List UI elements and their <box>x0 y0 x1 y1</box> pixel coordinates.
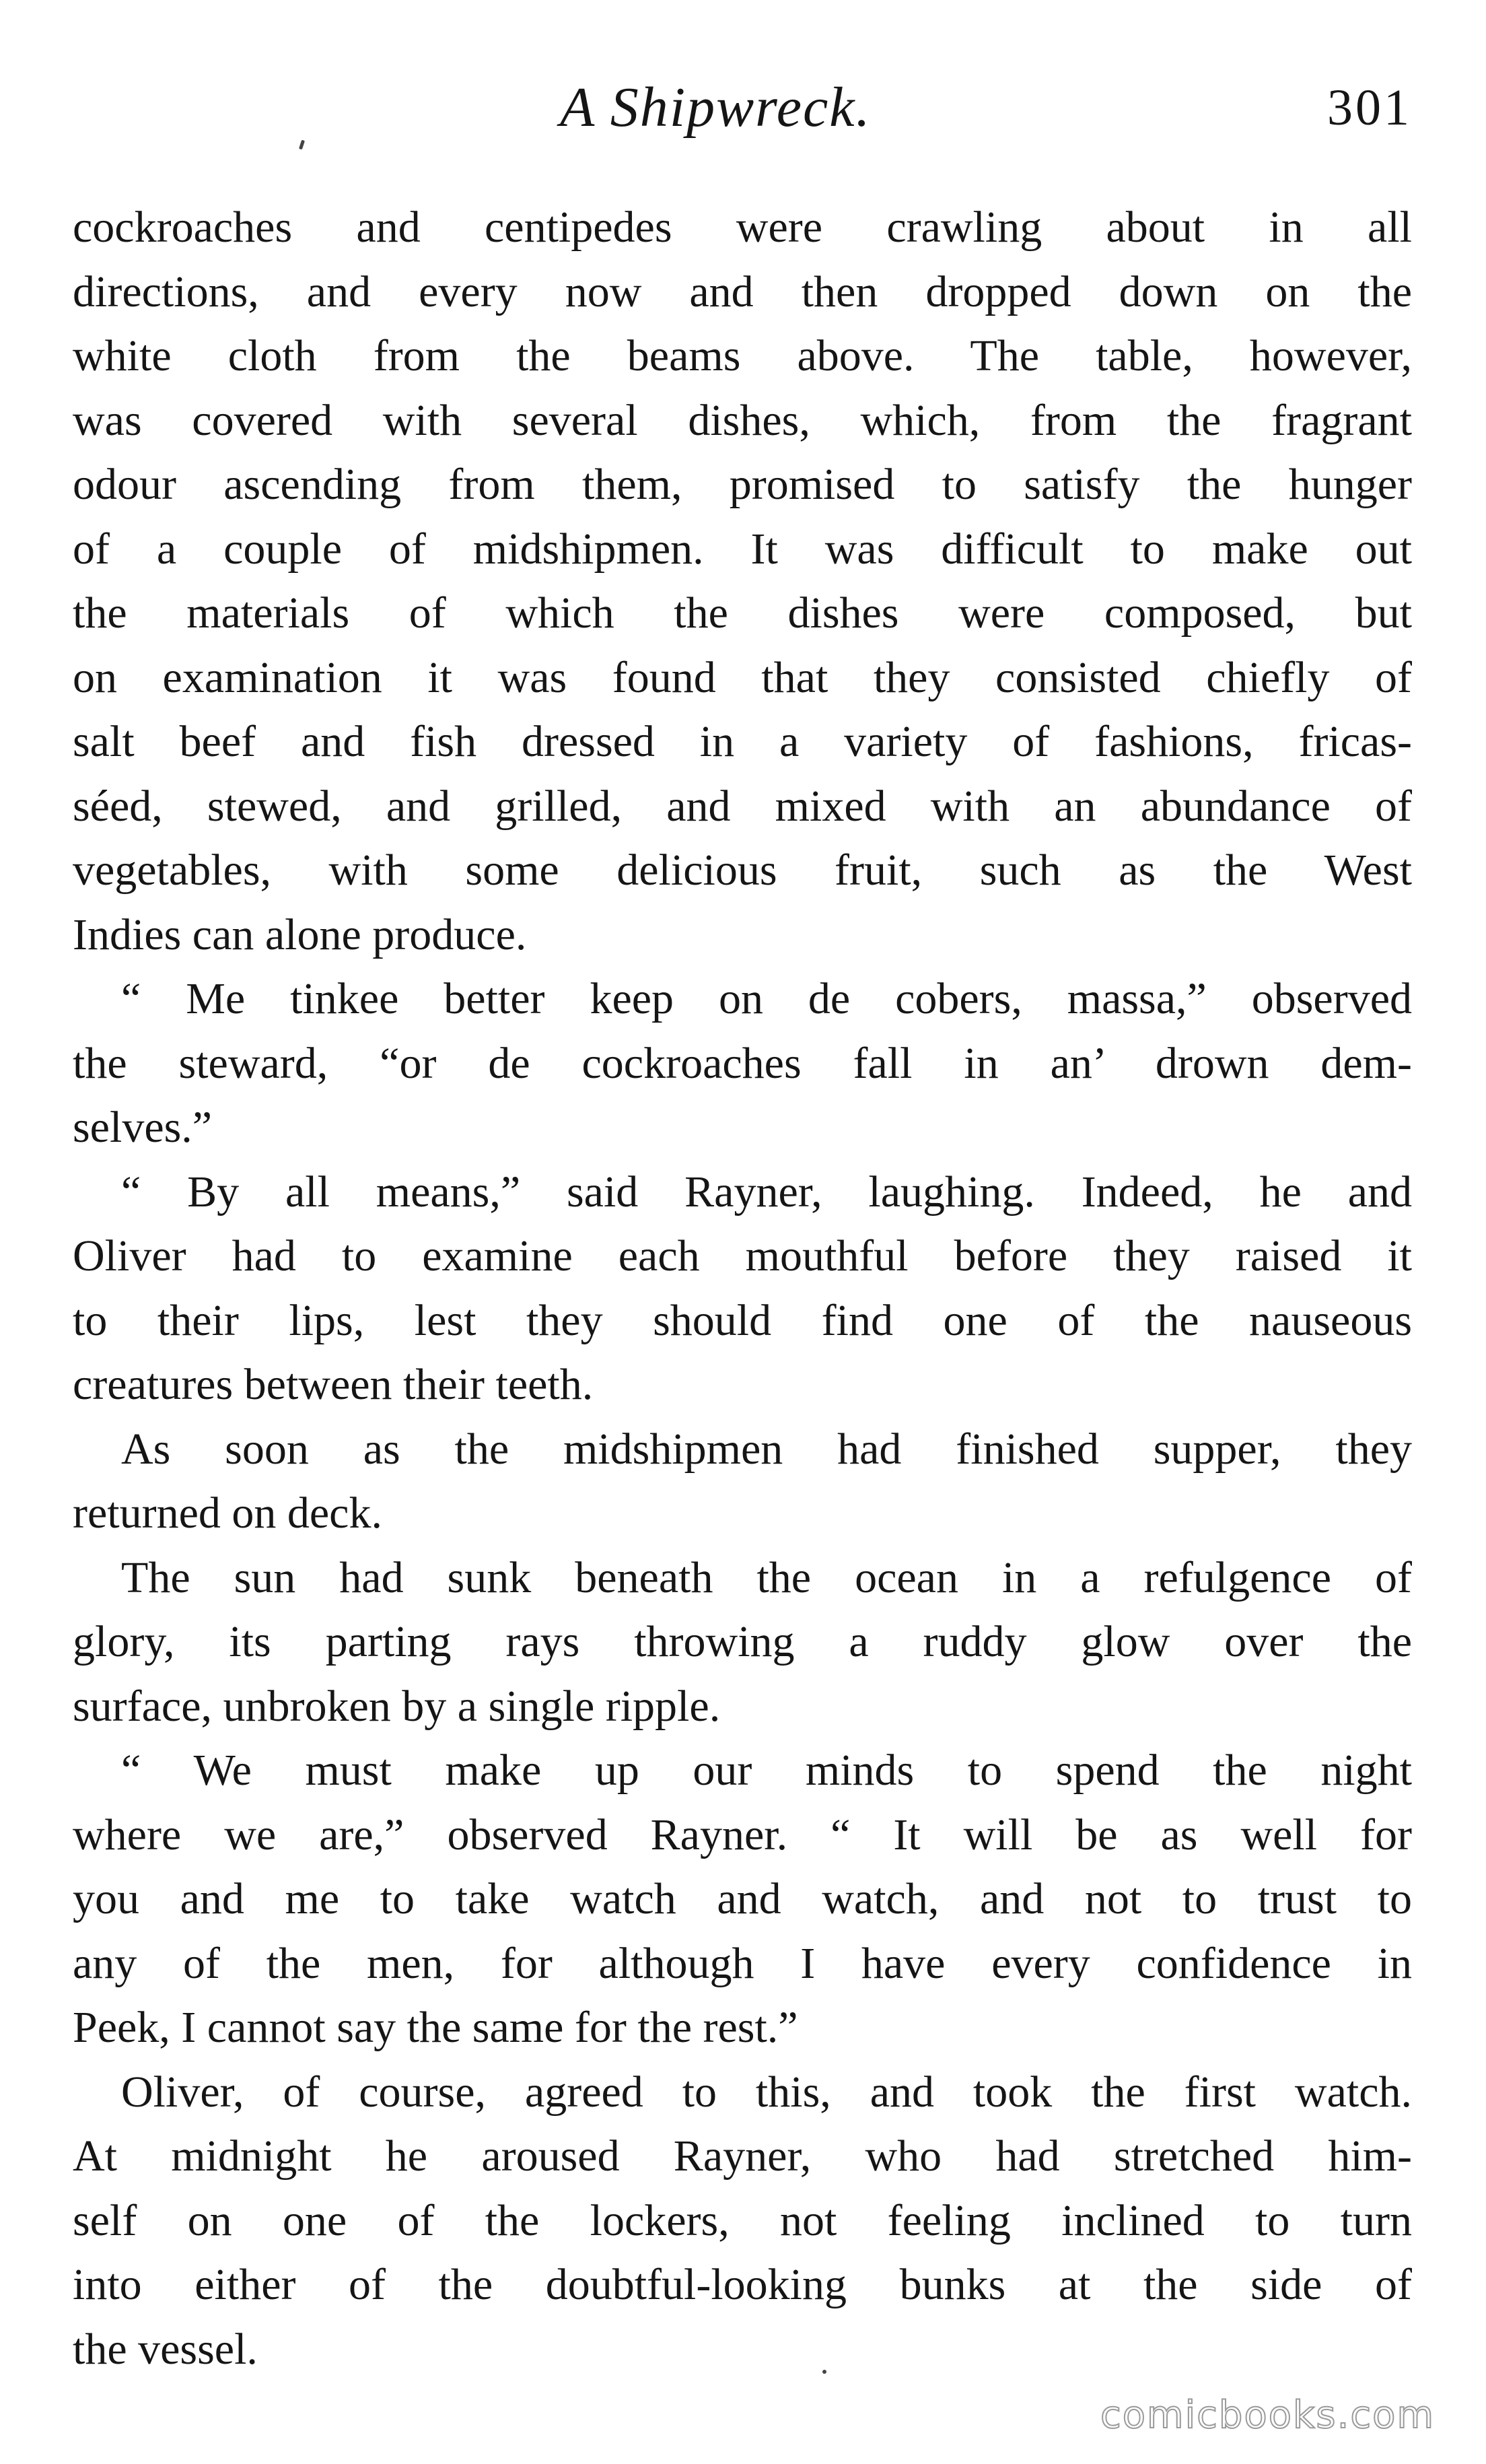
running-head <box>0 67 1486 148</box>
text-line: the materials of which the dishes were composed, but <box>73 588 1412 638</box>
text-line: séed, stewed, and grilled, and mixed with an abundance of <box>73 781 1412 831</box>
text-line: where we are,” observed Rayner. “ It will be as well for <box>73 1810 1412 1859</box>
text-line: white cloth from the beams above. The table, however, <box>73 331 1412 380</box>
text-line: “ By all means,” said Rayner, laughing. Indeed, he and <box>121 1167 1412 1217</box>
text-line: Indies can alone produce. <box>73 910 527 959</box>
text-line: directions, and every now and then dropped down on the <box>73 267 1412 316</box>
text-line: surface, unbroken by a single ripple. <box>73 1681 721 1731</box>
text-line: glory, its parting rays throwing a ruddy glow over the <box>73 1617 1412 1666</box>
page-number: 301 <box>1327 79 1412 136</box>
text-line: selves.” <box>73 1103 213 1152</box>
text-line: of a couple of midshipmen. It was difficult to make out <box>73 524 1412 574</box>
text-line: cockroaches and centipedes were crawling about in all <box>73 203 1412 252</box>
text-line: “ Me tinkee better keep on de cobers, massa,” observed <box>121 974 1412 1023</box>
text-line: Oliver, of course, agreed to this, and took the first watch. <box>121 2067 1412 2117</box>
text-line: Peek, I cannot say the same for the rest.” <box>73 2003 798 2052</box>
text-line: salt beef and fish dressed in a variety of fashions, fricas- <box>73 717 1412 766</box>
text-line: The sun had sunk beneath the ocean in a refulgence of <box>121 1552 1412 1602</box>
text-line: odour ascending from them, promised to satisfy the hunger <box>73 460 1412 509</box>
text-line: into either of the doubtful-looking bunks at the side of <box>73 2260 1412 2309</box>
ink-speck <box>822 2370 826 2374</box>
text-line: As soon as the midshipmen had finished supper, they <box>121 1424 1412 1474</box>
body-text <box>73 195 1412 2381</box>
text-line: you and me to take watch and watch, and not to trust to <box>73 1874 1412 1923</box>
text-line: Oliver had to examine each mouthful before they raised it <box>73 1231 1412 1280</box>
running-title: A Shipwreck. <box>560 76 872 139</box>
text-line: returned on deck. <box>73 1488 382 1538</box>
text-line: the steward, “or de cockroaches fall in an’ drown dem- <box>73 1038 1412 1088</box>
text-line: on examination it was found that they consisted chiefly of <box>73 652 1412 702</box>
text-line: any of the men, for although I have every confidence in <box>73 1938 1412 1988</box>
text-line: At midnight he aroused Rayner, who had stretched him- <box>73 2131 1412 2181</box>
watermark: comicbooks.com <box>1100 2393 1435 2437</box>
text-line: vegetables, with some delicious fruit, such as the West <box>73 846 1412 895</box>
text-line: was covered with several dishes, which, from the fragrant <box>73 395 1412 445</box>
text-line: self on one of the lockers, not feeling inclined to turn <box>73 2195 1412 2245</box>
text-line: creatures between their teeth. <box>73 1360 594 1409</box>
text-line: to their lips, lest they should find one of the nauseous <box>73 1295 1412 1345</box>
text-line: “ We must make up our minds to spend the night <box>121 1746 1412 1795</box>
text-line: the vessel. <box>73 2324 258 2374</box>
